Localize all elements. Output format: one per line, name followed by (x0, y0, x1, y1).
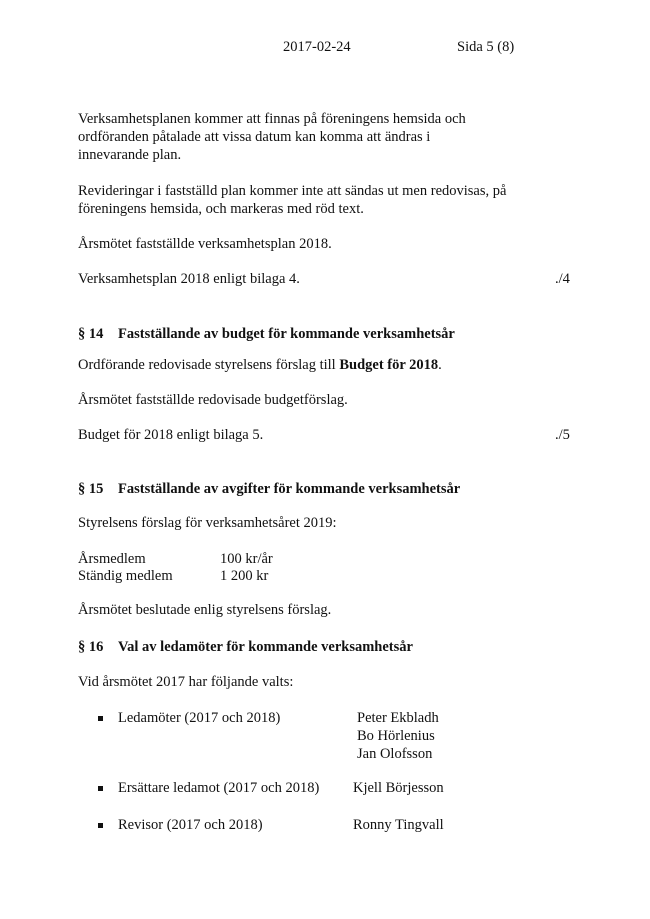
role-label: Revisor (2017 och 2018) (118, 817, 263, 833)
member-name: Bo Hörlenius (357, 728, 435, 744)
bullet-icon (98, 716, 103, 721)
intro-paragraph-2-line-1: Revideringar i fastställd plan kommer inte att sändas ut men redovisas, på (78, 183, 507, 199)
section-14-paragraph-1-end: . (438, 357, 442, 373)
fee-label: Årsmedlem (78, 551, 146, 567)
fee-value: 1 200 kr (220, 568, 269, 584)
attachment-ref-4: ./4 (555, 271, 570, 287)
budget-2018-emphasis: Budget för 2018 (339, 357, 439, 373)
section-14-paragraph-3: Budget för 2018 enligt bilaga 5. (78, 427, 264, 443)
role-label: Ledamöter (2017 och 2018) (118, 710, 281, 726)
intro-paragraph-1-line-3: innevarande plan. (78, 147, 182, 163)
intro-paragraph-1-line-2: ordföranden påtalade att vissa datum kan komma att ändras i (78, 129, 431, 145)
section-14-paragraph-2: Årsmötet fastställde redovisade budgetförslag. (78, 392, 348, 408)
header-page-number: Sida 5 (8) (457, 39, 515, 55)
member-name: Jan Olofsson (357, 746, 433, 762)
section-16-paragraph-1: Vid årsmötet 2017 har följande valts: (78, 674, 294, 690)
fee-value: 100 kr/år (220, 551, 273, 567)
member-name: Ronny Tingvall (353, 817, 444, 833)
member-name: Peter Ekbladh (357, 710, 439, 726)
section-14-title: Fastställande av budget för kommande verksamhetsår (118, 326, 455, 342)
section-14-paragraph-1 (78, 356, 442, 374)
role-label: Ersättare ledamot (2017 och 2018) (118, 780, 320, 796)
section-14-paragraph-1-text: Ordförande redovisade styrelsens förslag till (78, 357, 340, 373)
header-date: 2017-02-24 (283, 39, 351, 55)
section-16-title: Val av ledamöter för kommande verksamhetsår (118, 639, 413, 655)
bullet-icon (98, 823, 103, 828)
intro-paragraph-1-line-1: Verksamhetsplanen kommer att finnas på föreningens hemsida och (78, 111, 466, 127)
section-16-number: § 16 (78, 639, 104, 655)
section-15-number: § 15 (78, 481, 104, 497)
bullet-icon (98, 786, 103, 791)
section-14-number: § 14 (78, 326, 104, 342)
attachment-ref-5: ./5 (555, 427, 570, 443)
intro-paragraph-3: Årsmötet fastställde verksamhetsplan 2018. (78, 236, 332, 252)
section-15-paragraph-1: Styrelsens förslag för verksamhetsåret 2019: (78, 515, 337, 531)
member-name: Kjell Börjesson (353, 780, 444, 796)
intro-paragraph-2-line-2: föreningens hemsida, och markeras med röd text. (78, 201, 364, 217)
intro-paragraph-4: Verksamhetsplan 2018 enligt bilaga 4. (78, 271, 300, 287)
section-15-paragraph-2: Årsmötet beslutade enlig styrelsens förslag. (78, 602, 332, 618)
section-15-title: Fastställande av avgifter för kommande verksamhetsår (118, 481, 461, 497)
fee-label: Ständig medlem (78, 568, 173, 584)
